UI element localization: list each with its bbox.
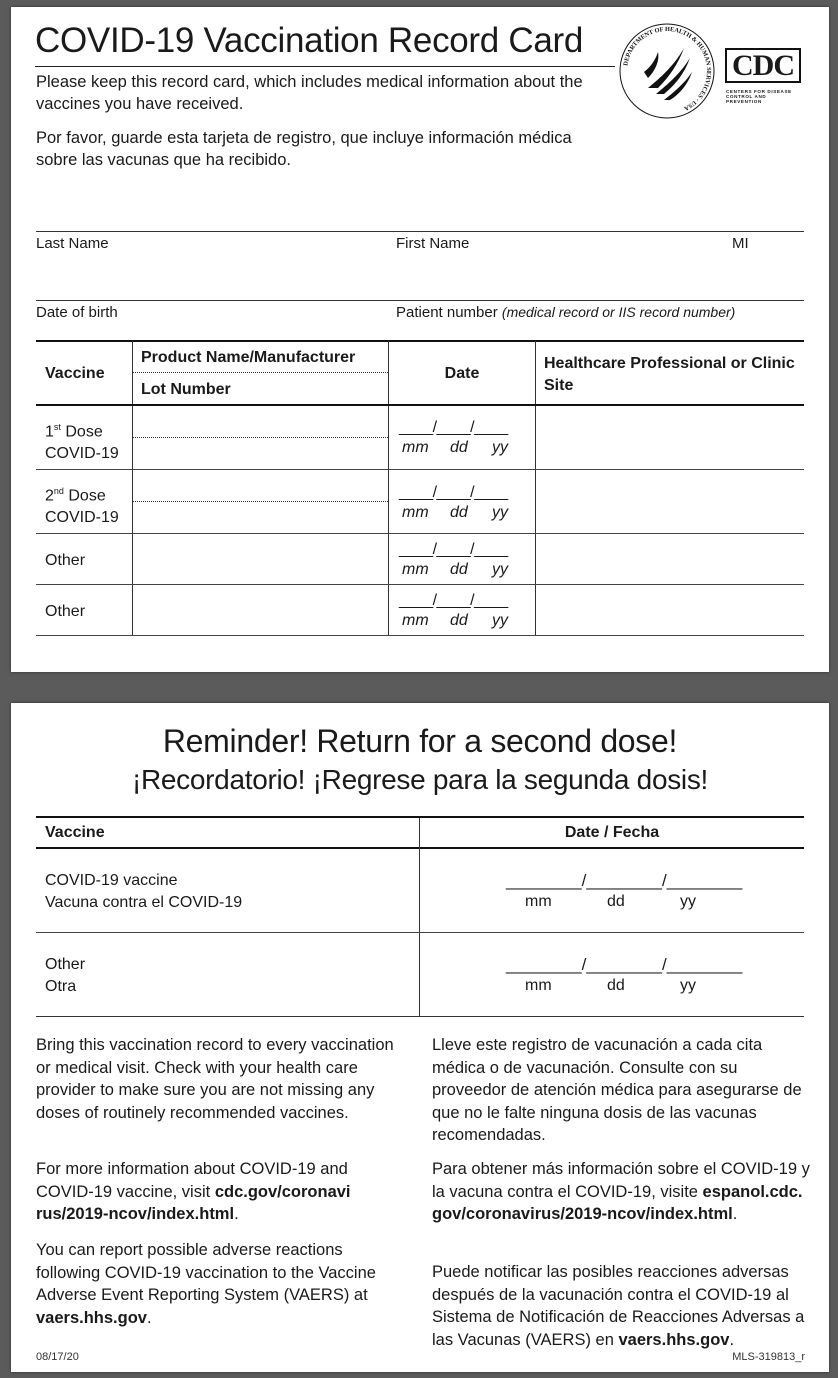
info-en-vaers: You can report possible adverse reactions following COVID-19 vaccination to the Vaccine Adverse Event Reporting System (VAERS) at vaers.hhs.gov.	[36, 1241, 376, 1327]
date-dd-label: dd	[450, 439, 468, 456]
vaers-link-es[interactable]: vaers.hhs.gov	[618, 1330, 730, 1349]
table-col-divider	[535, 341, 536, 636]
reminder-yy-label: yy	[680, 977, 696, 994]
date-mm-label: mm	[402, 504, 429, 521]
reminder-header-rule	[36, 847, 804, 849]
reminder-row-other: Other Otra	[45, 956, 86, 995]
date-blank[interactable]: ____/____/____	[399, 419, 508, 436]
row-divider	[36, 584, 804, 585]
first-name-label: First Name	[396, 235, 470, 252]
vaers-link[interactable]: vaers.hhs.gov	[36, 1308, 147, 1327]
reminder-row-divider	[36, 932, 804, 933]
row-other-label: Other	[45, 552, 86, 569]
date-blank[interactable]: ____/____/____	[399, 541, 508, 558]
footer-date: 08/17/20	[36, 1351, 79, 1363]
reminder-header-vaccine: Vaccine	[45, 824, 105, 841]
reminder-row-covid: COVID-19 vaccine Vacuna contra el COVID-19	[45, 872, 243, 911]
table-col-divider	[388, 341, 389, 636]
reminder-mm-label: mm	[525, 893, 552, 910]
header-dotted-divider	[133, 372, 388, 373]
table-col-divider	[132, 341, 133, 636]
header-product: Product Name/Manufacturer	[141, 349, 356, 366]
title-rule	[35, 66, 615, 67]
reminder-dd-label: dd	[607, 893, 625, 910]
header-bottom-rule	[36, 404, 804, 406]
name-line	[36, 231, 804, 232]
row-divider	[36, 635, 804, 636]
row-other-label: Other	[45, 603, 86, 620]
reminder-date-blank[interactable]: ________/________/________	[506, 871, 743, 890]
date-mm-label: mm	[402, 561, 429, 578]
date-yy-label: yy	[492, 439, 508, 456]
info-en-bring-record: Bring this vaccination record to every vaccination or medical visit. Check with your health care provider to make sure you are not missing any doses of routinely recommended vaccines.	[36, 1036, 394, 1122]
row-divider	[36, 469, 804, 470]
header-lot: Lot Number	[141, 381, 231, 398]
date-dd-label: dd	[450, 612, 468, 629]
hhs-seal-logo	[618, 22, 716, 120]
cdc-logo-subtitle: CENTERS FOR DISEASE CONTROL AND PREVENTION	[726, 89, 792, 104]
info-es-vaers: Puede notificar las posibles reacciones adversas después de la vacunación contra el COVID-19 al Sistema de Notificación de Reacciones Adversas a las Vacunas (VAERS) en vaers.hhs.gov.	[432, 1263, 805, 1349]
patient-number-note: (medical record or IIS record number)	[501, 304, 736, 320]
reminder-date-blank[interactable]: ________/________/________	[506, 955, 743, 974]
header-vaccine: Vaccine	[45, 365, 105, 382]
date-mm-label: mm	[402, 612, 429, 629]
front-card	[11, 7, 829, 672]
info-es-bring-record: Lleve este registro de vacunación a cada cita médica o de vacunación. Consulte con su proveedor de atención médica para asegurarse de que no le falte ninguna dosis de las vacunas recomendadas.	[432, 1036, 802, 1144]
header-date: Date	[444, 365, 480, 382]
info-en-more-info: For more information about COVID-19 and COVID-19 vaccine, visit cdc.gov/coronavirus/2019-ncov/index.html.	[36, 1160, 351, 1223]
patient-number-label: Patient number (medical record or IIS record number)	[396, 304, 736, 321]
row-divider	[36, 533, 804, 534]
row-dose-2-label: 2nd Dose COVID-19	[45, 486, 119, 527]
reminder-yy-label: yy	[680, 893, 696, 910]
date-yy-label: yy	[492, 504, 508, 521]
svg-text:DEPARTMENT OF HEALTH & HUMAN S: DEPARTMENT OF HEALTH & HUMAN SERVICES · USA	[622, 25, 713, 112]
cdc-espanol-link[interactable]: espanol.cdc.gov/coronavirus/2019-ncov/index.html	[432, 1182, 803, 1223]
cdc-link[interactable]: cdc.gov/coronavirus/2019-ncov/index.html	[36, 1182, 351, 1223]
back-card	[11, 703, 829, 1372]
intro-spanish: Por favor, guarde esta tarjeta de registro, que incluye información médica sobre las vacunas que ha recibido.	[36, 129, 572, 169]
info-es-more-info: Para obtener más información sobre el COVID-19 y la vacuna contra el COVID-19, visite espanol.cdc.gov/coronavirus/2019-ncov/index.html.	[432, 1160, 810, 1223]
date-dd-label: dd	[450, 504, 468, 521]
last-name-label: Last Name	[36, 235, 109, 252]
table-top-rule	[36, 340, 804, 342]
reminder-col-divider	[419, 818, 420, 1016]
reminder-mm-label: mm	[525, 977, 552, 994]
row-dose-1-label: 1st Dose COVID-19	[45, 422, 119, 463]
intro-english: Please keep this record card, which includes medical information about the vaccines you have received.	[36, 73, 583, 113]
reminder-table-top-rule	[36, 816, 804, 818]
reminder-english: Reminder! Return for a second dose!	[162, 723, 678, 759]
date-yy-label: yy	[492, 561, 508, 578]
reminder-table-bottom-rule	[36, 1016, 804, 1017]
product-lot-divider	[133, 501, 388, 502]
cdc-logo: CDC	[725, 48, 801, 83]
date-blank[interactable]: ____/____/____	[399, 592, 508, 609]
middle-initial-label: MI	[732, 235, 749, 252]
card-title: COVID-19 Vaccination Record Card	[35, 21, 584, 60]
dob-line	[36, 300, 804, 301]
date-mm-label: mm	[402, 439, 429, 456]
product-lot-divider	[133, 437, 388, 438]
footer-code: MLS-319813_r	[732, 1351, 805, 1363]
reminder-dd-label: dd	[607, 977, 625, 994]
date-yy-label: yy	[492, 612, 508, 629]
reminder-header-date: Date / Fecha	[564, 824, 660, 841]
dob-label: Date of birth	[36, 304, 118, 321]
header-site: Healthcare Professional or Clinic Site	[544, 355, 795, 394]
reminder-spanish: ¡Recordatorio! ¡Regrese para la segunda dosis!	[131, 764, 709, 795]
date-dd-label: dd	[450, 561, 468, 578]
date-blank[interactable]: ____/____/____	[399, 484, 508, 501]
